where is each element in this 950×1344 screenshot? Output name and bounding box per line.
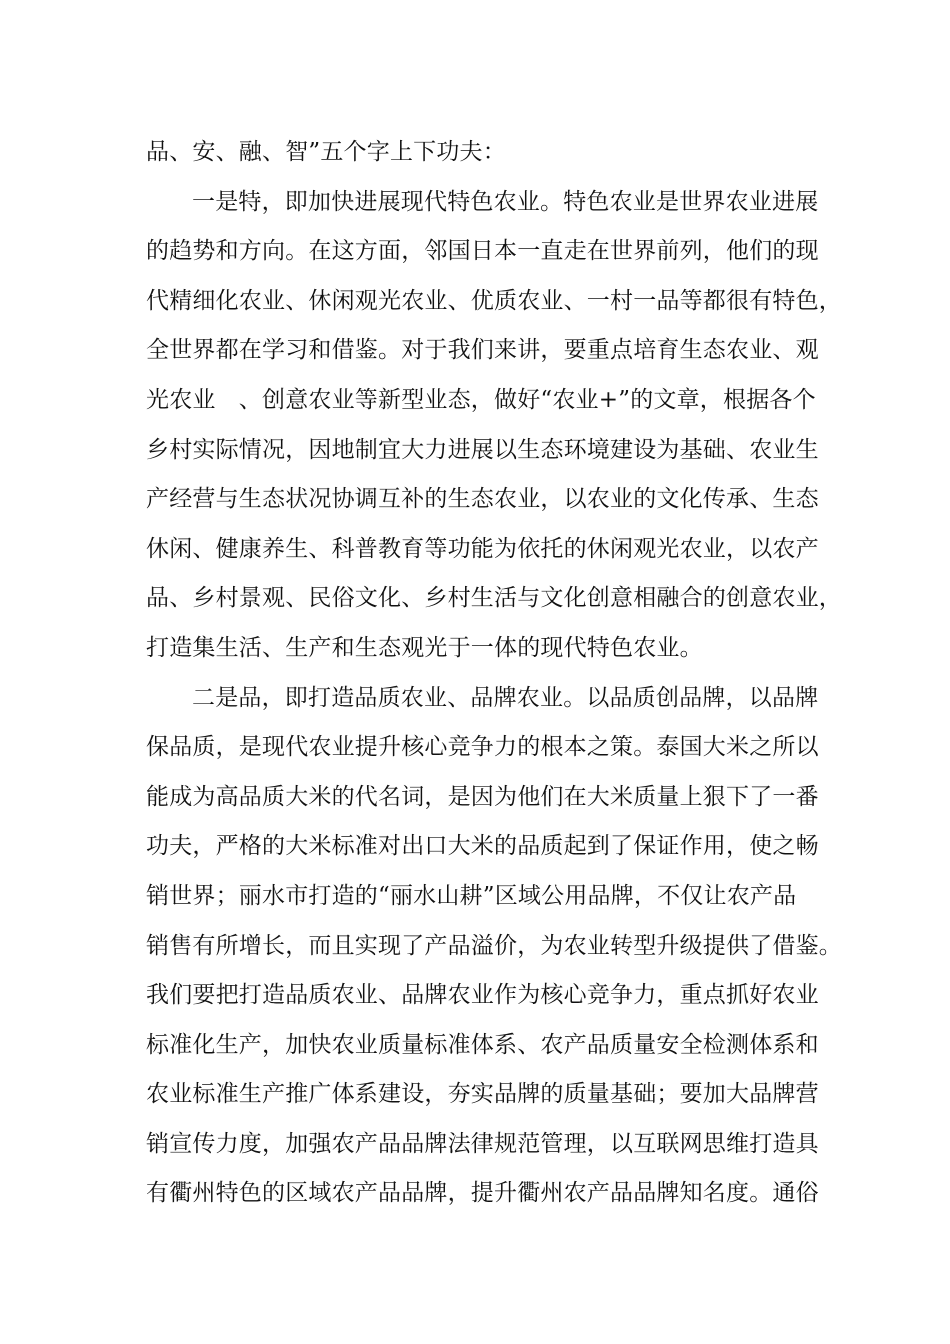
text-line: 能成为高品质大米的代名词，是因为他们在大米质量上狠下了一番 [146, 783, 819, 810]
text-line: 销售有所增长，而且实现了产品溢价，为农业转型升级提供了借鉴。 [146, 932, 842, 959]
text-line: 二是品，即打造品质农业、品牌农业。以品质创品牌，以品牌 [192, 684, 819, 711]
body-text [146, 128, 842, 1219]
text-line: 我们要把打造品质农业、品牌农业作为核心竞争力，重点抓好农业 [146, 982, 819, 1009]
text-line: 保品质，是现代农业提升核心竞争力的根本之策。泰国大米之所以 [146, 734, 819, 761]
text-line: 品、乡村景观、民俗文化、乡村生活与文化创意相融合的创意农业， [146, 585, 842, 612]
text-line: 光农业 、创意农业等新型业态，做好“农业+”的文章，根据各个 [146, 386, 816, 413]
text-line: 产经营与生态状况协调互补的生态农业，以农业的文化传承、生态 [146, 486, 819, 513]
text-line: 品、安、融、智”五个字上下功夫： [146, 139, 506, 165]
text-line: 代精细化农业、休闲观光农业、优质农业、一村一品等都很有特色， [146, 287, 842, 314]
text-line: 全世界都在学习和借鉴。对于我们来讲，要重点培育生态农业、观 [146, 337, 819, 364]
text-line: 农业标准生产推广体系建设，夯实品牌的质量基础；要加大品牌营 [146, 1081, 819, 1108]
text-line: 功夫，严格的大米标准对出口大米的品质起到了保证作用，使之畅 [146, 833, 819, 860]
text-line: 的趋势和方向。在这方面，邻国日本一直走在世界前列，他们的现 [146, 238, 819, 265]
text-line: 打造集生活、生产和生态观光于一体的现代特色农业。 [146, 634, 703, 661]
text-line: 休闲、健康养生、科普教育等功能为依托的休闲观光农业，以农产 [146, 535, 819, 562]
text-line: 销世界；丽水市打造的“丽水山耕”区域公用品牌，不仅让农产品 [146, 882, 797, 909]
text-line: 标准化生产，加快农业质量标准体系、农产品质量安全检测体系和 [146, 1031, 819, 1058]
text-line: 有衢州特色的区域农产品品牌，提升衢州农产品品牌知名度。通俗 [146, 1180, 819, 1207]
text-line: 乡村实际情况，因地制宜大力进展以生态环境建设为基础、农业生 [146, 436, 819, 463]
text-line: 一是特，即加快进展现代特色农业。特色农业是世界农业进展 [192, 188, 819, 215]
text-line: 销宣传力度，加强农产品品牌法律规范管理，以互联网思维打造具 [146, 1130, 819, 1157]
